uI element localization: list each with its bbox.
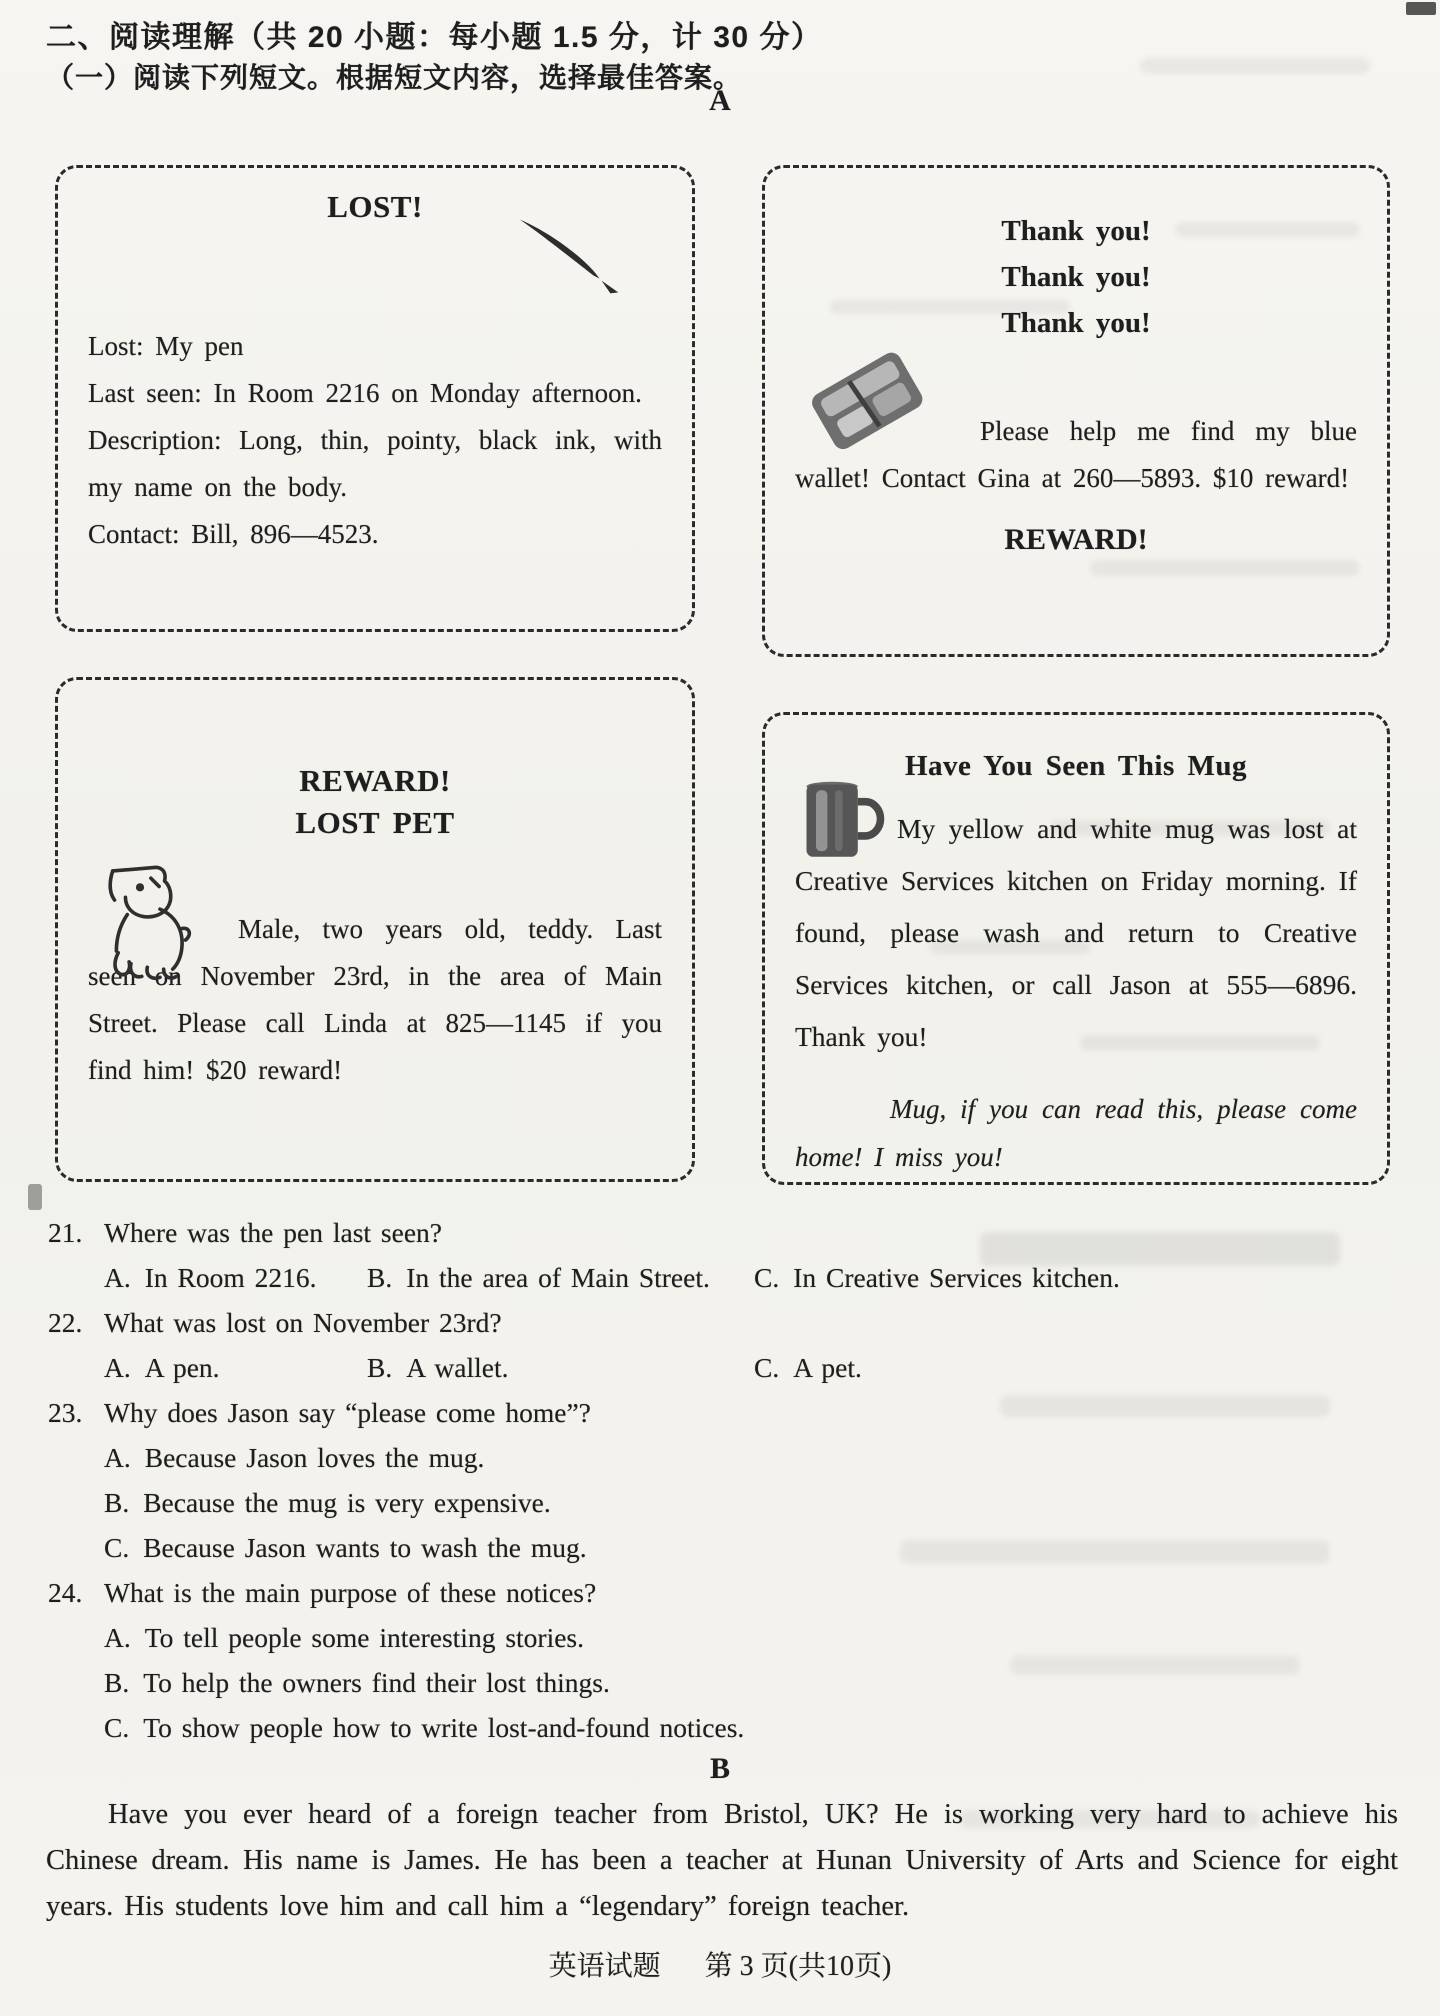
question-24	[48, 1570, 1400, 1615]
lost-wallet-body: Please help me find my blue wallet! Contact Gina at 260—5893. $10 reward!	[795, 416, 1357, 493]
question-24-option-a	[48, 1615, 1400, 1660]
question-23	[48, 1390, 1400, 1435]
option-label: C.	[754, 1262, 780, 1293]
bleedthrough-artifact	[1140, 58, 1370, 74]
option-text: In the area of Main Street.	[406, 1262, 710, 1293]
option-label: B.	[104, 1667, 130, 1698]
footer-doc-title: 英语试题	[548, 1951, 661, 1982]
question-number: 23.	[48, 1397, 83, 1428]
question-24-option-c	[48, 1705, 1400, 1750]
lost-wallet-thanks	[795, 208, 1357, 346]
footer-page-number: 第 3 页(共10页)	[704, 1951, 892, 1982]
scan-edge-artifact	[28, 1184, 42, 1210]
section-heading: 二、阅读理解（共 20 小题：每小题 1.5 分，计 30 分）	[46, 21, 823, 54]
lost-pen-line: Description: Long, thin, pointy, black ink, with my name on the body.	[88, 425, 662, 502]
question-text: Why does Jason say “please come home”?	[104, 1397, 591, 1428]
option-label: B.	[104, 1487, 130, 1518]
passage-b-text: Have you ever heard of a foreign teacher from Bristol, UK? He is working very hard to achieve his Chinese dream. His name is James. He has been a teacher at Hunan University of Arts and Science for eight years. His students love him and call him a “legendary” foreign teacher.	[46, 1799, 1398, 1922]
option-text: Because the mug is very expensive.	[143, 1487, 551, 1518]
lost-pet-title-lostpet: LOST PET	[295, 805, 455, 840]
question-23-option-b	[48, 1480, 1400, 1525]
option-text: A pen.	[144, 1352, 220, 1383]
question-number: 22.	[48, 1307, 83, 1338]
option-label: A.	[104, 1262, 131, 1293]
lost-pen-line: Last seen: In Room 2216 on Monday afternoon.	[88, 378, 642, 408]
option-label: B.	[367, 1352, 393, 1383]
lost-pen-line: Contact: Bill, 896—4523.	[88, 519, 379, 549]
option-text: A wallet.	[406, 1352, 509, 1383]
lost-pet-body: Male, two years old, teddy. Last seen on November 23rd, in the area of Main Street. Please call Linda at 825—1145 if you find him! $20 reward!	[88, 914, 662, 1085]
part-instruction: （一）阅读下列短文。根据短文内容，选择最佳答案。	[46, 62, 743, 93]
question-24-option-b	[48, 1660, 1400, 1705]
option	[104, 1345, 367, 1390]
option	[104, 1255, 367, 1300]
question-number: 24.	[48, 1577, 83, 1608]
question-number: 21.	[48, 1217, 83, 1248]
lost-pet-titles	[88, 760, 662, 844]
question-22	[48, 1300, 1400, 1345]
mug-icon	[797, 777, 892, 872]
notice-lost-pen	[55, 165, 695, 632]
dog-icon	[100, 858, 200, 993]
lost-pen-title: LOST!	[327, 189, 423, 224]
option	[367, 1255, 754, 1300]
question-23-option-c	[48, 1525, 1400, 1570]
option-label: A.	[104, 1442, 131, 1473]
option-label: A.	[104, 1352, 131, 1383]
option-label: A.	[104, 1622, 131, 1653]
option-text: To tell people some interesting stories.	[144, 1622, 584, 1653]
question-21-options	[48, 1255, 1400, 1300]
option-label: C.	[754, 1352, 780, 1383]
page-footer	[0, 1944, 1440, 1984]
option-label: C.	[104, 1712, 130, 1743]
thank-you-line: Thank you!	[1001, 307, 1151, 339]
lost-pen-body	[88, 323, 662, 558]
question-text: What was lost on November 23rd?	[104, 1307, 502, 1338]
question-21	[48, 1210, 1400, 1255]
lost-mug-plea: Mug, if you can read this, please come home! I miss you!	[795, 1094, 1357, 1172]
option	[754, 1345, 1400, 1390]
lost-pen-line: Lost: My pen	[88, 331, 244, 361]
option-text: In Room 2216.	[144, 1262, 317, 1293]
notice-lost-pet	[55, 677, 695, 1182]
pen-icon	[516, 216, 634, 296]
option-text: Because Jason loves the mug.	[144, 1442, 485, 1473]
thank-you-line: Thank you!	[1001, 261, 1151, 293]
option-label: B.	[367, 1262, 393, 1293]
question-22-options	[48, 1345, 1400, 1390]
option-text: To help the owners find their lost things.	[143, 1667, 610, 1698]
option-text: In Creative Services kitchen.	[793, 1262, 1120, 1293]
option	[367, 1345, 754, 1390]
option-text: Because Jason wants to wash the mug.	[143, 1532, 587, 1563]
lost-mug-body: My yellow and white mug was lost at Creative Services kitchen on Friday morning. If found, please wash and return to Creative Services kitchen, or call Jason at 555—6896. Thank you!	[795, 813, 1357, 1052]
wallet-icon	[795, 346, 935, 456]
lost-pet-title-reward: REWARD!	[299, 763, 451, 798]
question-23-option-a	[48, 1435, 1400, 1480]
option-label: C.	[104, 1532, 130, 1563]
question-text: Where was the pen last seen?	[104, 1217, 442, 1248]
notice-lost-wallet	[762, 165, 1390, 657]
question-text: What is the main purpose of these notices?	[104, 1577, 597, 1608]
thank-you-line: Thank you!	[1001, 215, 1151, 247]
lost-mug-title: Have You Seen This Mug	[905, 750, 1247, 782]
passage-a-label: A	[709, 84, 731, 117]
lost-wallet-reward: REWARD!	[1004, 523, 1148, 556]
option-text: To show people how to write lost-and-found notices.	[143, 1712, 745, 1743]
notice-lost-mug	[762, 712, 1390, 1185]
passage-b-label: B	[709, 1752, 730, 1785]
questions-section	[48, 1210, 1400, 1750]
option-text: A pet.	[793, 1352, 862, 1383]
scan-corner-artifact	[1406, 2, 1436, 15]
option	[754, 1255, 1400, 1300]
